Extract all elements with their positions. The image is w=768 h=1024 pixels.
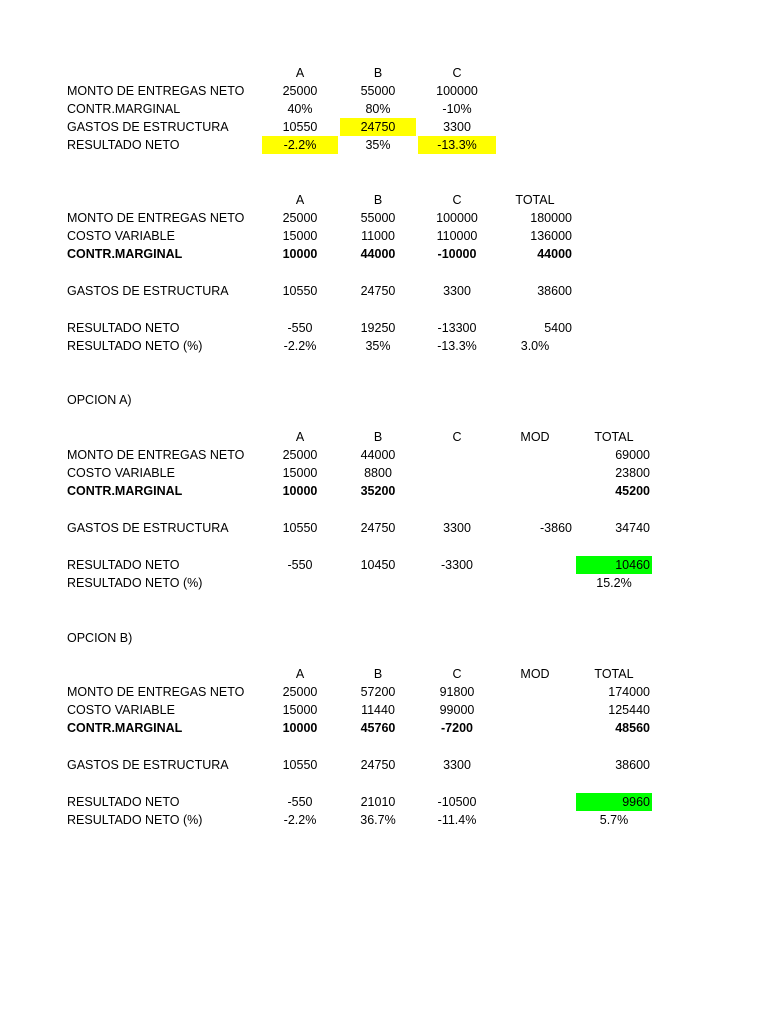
- cell-a[interactable]: 25000: [282, 211, 318, 225]
- row-label: GASTOS DE ESTRUCTURA: [67, 521, 229, 535]
- column-header-a: A: [295, 66, 305, 80]
- column-header-a: A: [295, 667, 305, 681]
- cell-total[interactable]: 34740: [615, 521, 650, 535]
- cell-b[interactable]: 21010: [360, 795, 396, 809]
- cell-a[interactable]: 10550: [282, 758, 318, 772]
- cell-total[interactable]: 45200: [615, 484, 650, 498]
- row-label: RESULTADO NETO: [67, 795, 180, 809]
- table-row: [0, 793, 768, 811]
- table-row: [0, 464, 768, 482]
- column-header-total: TOTAL: [594, 667, 634, 681]
- cell-a[interactable]: -550: [287, 321, 313, 335]
- row-label: GASTOS DE ESTRUCTURA: [67, 120, 229, 134]
- cell-total[interactable]: 174000: [608, 685, 650, 699]
- cell-c[interactable]: -3300: [441, 558, 473, 572]
- row-label: MONTO DE ENTREGAS NETO: [67, 448, 245, 462]
- cell-b[interactable]: 35200: [360, 484, 396, 498]
- cell-a[interactable]: 10000: [282, 721, 318, 735]
- table-row: [0, 209, 768, 227]
- cell-total[interactable]: 48560: [615, 721, 650, 735]
- cell-c[interactable]: 3300: [443, 120, 471, 134]
- row-label: GASTOS DE ESTRUCTURA: [67, 758, 229, 772]
- row-label: CONTR.MARGINAL: [67, 102, 181, 116]
- cell-c[interactable]: 100000: [436, 211, 478, 225]
- row-label: MONTO DE ENTREGAS NETO: [67, 211, 245, 225]
- column-header-mod: MOD: [520, 667, 550, 681]
- table-row: [0, 319, 768, 337]
- cell-c[interactable]: 110000: [436, 229, 478, 243]
- cell-a[interactable]: 10550: [282, 120, 318, 134]
- cell-a[interactable]: 10000: [282, 247, 318, 261]
- cell-b[interactable]: 8800: [364, 466, 392, 480]
- cell-a[interactable]: 15000: [282, 703, 318, 717]
- cell-c[interactable]: 91800: [439, 685, 475, 699]
- cell-b[interactable]: 45760: [360, 721, 396, 735]
- cell-b[interactable]: 44000: [360, 448, 396, 462]
- cell-a[interactable]: -2.2%: [283, 813, 317, 827]
- table-row: [0, 227, 768, 245]
- cell-c[interactable]: -10500: [437, 795, 477, 809]
- table-row: [0, 701, 768, 719]
- row-label: MONTO DE ENTREGAS NETO: [67, 84, 245, 98]
- cell-total[interactable]: 38600: [615, 758, 650, 772]
- cell-c[interactable]: 3300: [443, 758, 471, 772]
- cell-a[interactable]: -2.2%: [283, 339, 317, 353]
- cell-a[interactable]: 25000: [282, 84, 318, 98]
- table-row: [0, 756, 768, 774]
- column-header-c: C: [452, 193, 462, 207]
- cell-c[interactable]: -11.4%: [437, 813, 477, 827]
- cell-a[interactable]: 10000: [282, 484, 318, 498]
- row-label: RESULTADO NETO (%): [67, 813, 203, 827]
- cell-b[interactable]: 55000: [360, 84, 396, 98]
- cell-mod[interactable]: -3860: [540, 521, 572, 535]
- cell-a[interactable]: -550: [287, 558, 313, 572]
- cell-c-highlighted[interactable]: -13.3%: [418, 136, 496, 154]
- cell-total[interactable]: 180000: [530, 211, 572, 225]
- cell-c[interactable]: -10%: [442, 102, 472, 116]
- cell-mod[interactable]: [498, 464, 572, 482]
- row-label: COSTO VARIABLE: [67, 229, 175, 243]
- table-row: [0, 245, 768, 263]
- cell-total[interactable]: 38600: [537, 284, 572, 298]
- cell-c[interactable]: -13300: [437, 321, 477, 335]
- table-header-row: [0, 665, 768, 683]
- row-label: GASTOS DE ESTRUCTURA: [67, 284, 229, 298]
- table-row: [0, 82, 768, 100]
- cell-total[interactable]: 5.7%: [599, 813, 629, 827]
- column-header-total: TOTAL: [515, 193, 555, 207]
- cell-b[interactable]: 11000: [361, 229, 395, 243]
- cell-a[interactable]: 25000: [282, 448, 318, 462]
- cell-total[interactable]: 23800: [615, 466, 650, 480]
- column-header-b: B: [373, 430, 383, 444]
- cell-b[interactable]: 35%: [365, 138, 391, 152]
- cell-c[interactable]: [418, 482, 496, 500]
- cell-c[interactable]: 3300: [443, 284, 471, 298]
- row-label: CONTR.MARGINAL: [67, 484, 183, 498]
- cell-b[interactable]: 24750: [360, 521, 396, 535]
- section-title-row: [0, 629, 768, 647]
- row-label: RESULTADO NETO: [67, 321, 180, 335]
- cell-total[interactable]: 5400: [544, 321, 572, 335]
- table-2-header-row: [0, 191, 768, 209]
- table-row: [0, 811, 768, 829]
- cell-c[interactable]: -13.3%: [437, 339, 477, 353]
- row-label: COSTO VARIABLE: [67, 703, 175, 717]
- column-header-b: B: [373, 667, 383, 681]
- table-header-row: [0, 428, 768, 446]
- table-row: [0, 683, 768, 701]
- cell-total[interactable]: 15.2%: [596, 576, 632, 590]
- cell-b[interactable]: 55000: [360, 211, 396, 225]
- cell-c[interactable]: -7200: [441, 721, 473, 735]
- cell-b[interactable]: 10450: [360, 558, 396, 572]
- section-title-row: [0, 391, 768, 409]
- table-row: [0, 719, 768, 737]
- column-header-c: C: [452, 430, 462, 444]
- column-header-c: C: [452, 667, 462, 681]
- table-row: [0, 118, 768, 136]
- cell-b[interactable]: 80%: [365, 102, 391, 116]
- cell-b[interactable]: 57200: [360, 685, 396, 699]
- cell-c[interactable]: [418, 446, 496, 464]
- table-row: [0, 446, 768, 464]
- column-header-c: C: [452, 66, 462, 80]
- column-header-a: A: [295, 193, 305, 207]
- row-label: COSTO VARIABLE: [67, 466, 175, 480]
- cell-total[interactable]: 69000: [615, 448, 650, 462]
- row-label: RESULTADO NETO: [67, 138, 180, 152]
- table-row: [0, 282, 768, 300]
- row-label: CONTR.MARGINAL: [67, 247, 183, 261]
- cell-mod[interactable]: [498, 482, 572, 500]
- cell-a[interactable]: -550: [287, 795, 313, 809]
- cell-c[interactable]: -10000: [437, 247, 477, 261]
- row-label: RESULTADO NETO: [67, 558, 180, 572]
- table-row: [0, 136, 768, 154]
- cell-c[interactable]: 99000: [439, 703, 475, 717]
- cell-total-highlighted[interactable]: 9960: [576, 793, 652, 811]
- cell-b[interactable]: 36.7%: [360, 813, 396, 827]
- cell-a[interactable]: 40%: [287, 102, 313, 116]
- table-row: [0, 337, 768, 355]
- column-header-total: TOTAL: [594, 430, 634, 444]
- cell-b[interactable]: 24750: [360, 284, 396, 298]
- cell-b[interactable]: 19250: [360, 321, 396, 335]
- row-label: RESULTADO NETO (%): [67, 339, 203, 353]
- column-header-mod: MOD: [520, 430, 550, 444]
- cell-a[interactable]: 10550: [282, 521, 318, 535]
- cell-b-highlighted[interactable]: 24750: [340, 118, 416, 136]
- table-row: [0, 556, 768, 574]
- cell-b[interactable]: 11440: [361, 703, 395, 717]
- cell-a[interactable]: 15000: [282, 466, 318, 480]
- table-row: [0, 482, 768, 500]
- cell-a[interactable]: 25000: [282, 685, 318, 699]
- cell-total-highlighted[interactable]: 10460: [576, 556, 652, 574]
- cell-total[interactable]: 136000: [530, 229, 572, 243]
- row-label: RESULTADO NETO (%): [67, 576, 203, 590]
- cell-c[interactable]: [418, 464, 496, 482]
- cell-c[interactable]: 3300: [443, 521, 471, 535]
- cell-a[interactable]: 15000: [282, 229, 318, 243]
- cell-b[interactable]: 24750: [360, 758, 396, 772]
- cell-b[interactable]: 35%: [365, 339, 391, 353]
- column-header-b: B: [373, 66, 383, 80]
- table-row: [0, 574, 768, 592]
- cell-total[interactable]: 125440: [608, 703, 650, 717]
- table-row: [0, 519, 768, 537]
- column-header-b: B: [373, 193, 383, 207]
- cell-mod[interactable]: [498, 446, 572, 464]
- cell-total[interactable]: 3.0%: [520, 339, 550, 353]
- cell-c[interactable]: 100000: [436, 84, 478, 98]
- cell-a[interactable]: 10550: [282, 284, 318, 298]
- row-label: MONTO DE ENTREGAS NETO: [67, 685, 245, 699]
- section-title: OPCION B): [67, 631, 133, 645]
- column-header-a: A: [295, 430, 305, 444]
- section-title: OPCION A): [67, 393, 132, 407]
- cell-mod[interactable]: [498, 556, 572, 574]
- table-1-header-row: [0, 64, 768, 82]
- cell-a-highlighted[interactable]: -2.2%: [262, 136, 338, 154]
- row-label: CONTR.MARGINAL: [67, 721, 183, 735]
- table-row: [0, 100, 768, 118]
- cell-total[interactable]: 44000: [537, 247, 572, 261]
- cell-b[interactable]: 44000: [360, 247, 396, 261]
